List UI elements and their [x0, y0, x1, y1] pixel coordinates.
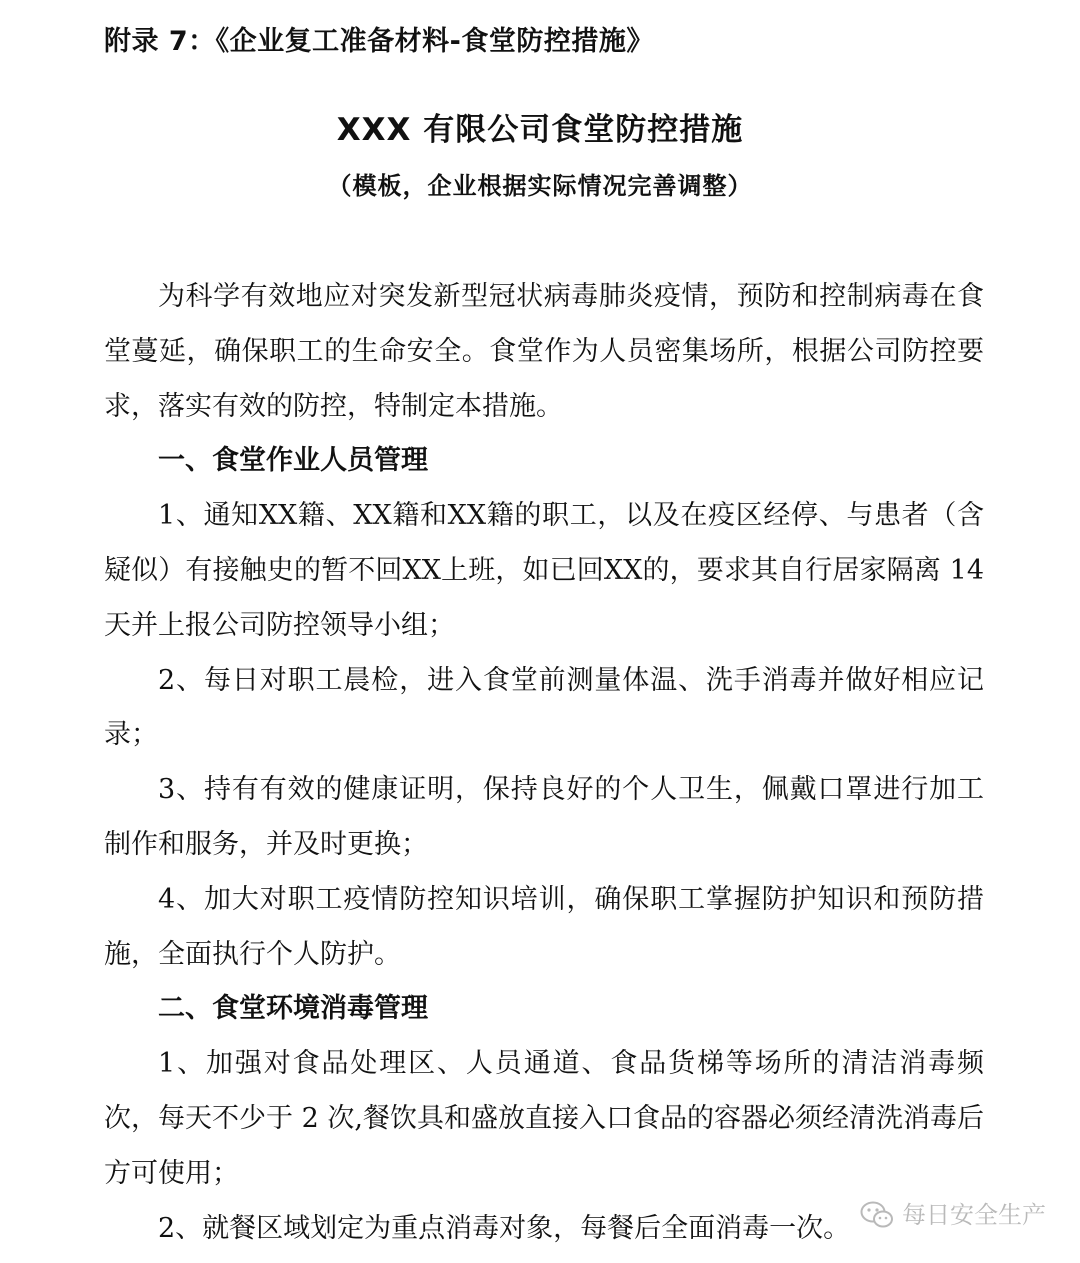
- list-item: 2、就餐区域划定为重点消毒对象，每餐后全面消毒一次。: [158, 1212, 851, 1244]
- intro-paragraph: 为科学有效地应对突发新型冠状病毒肺炎疫情，预防和控制病毒在食堂蔓延，确保职工的生命安全。食堂作为人员密集场所，根据公司防控要求，落实有效的防控，特制定本措施。: [104, 281, 984, 422]
- watermark: [860, 1197, 1046, 1233]
- section-heading-disinfection: 二、食堂环境消毒管理: [158, 993, 428, 1025]
- list-item: 1、加强对食品处理区、人员通道、食品货梯等场所的清洁消毒频次，每天不少于 2 次,餐饮具和盛放直接入口食品的容器必须经清洗消毒后方可使用；: [104, 1048, 984, 1189]
- list-item: 3、持有有效的健康证明，保持良好的个人卫生，佩戴口罩进行加工制作和服务，并及时更换；: [104, 774, 984, 860]
- wechat-icon: [860, 1200, 894, 1230]
- document-title: XXX 有限公司食堂防控措施: [336, 112, 744, 148]
- document-subtitle: （模板，企业根据实际情况完善调整）: [327, 172, 753, 200]
- document-body: [104, 270, 984, 1256]
- list-item: 2、每日对职工晨检，进入食堂前测量体温、洗手消毒并做好相应记录；: [104, 664, 984, 751]
- watermark-text: 每日安全生产: [902, 1201, 1046, 1229]
- list-item: 4、加大对职工疫情防控知识培训，确保职工掌握防护知识和预防措施，全面执行个人防护。: [104, 883, 984, 970]
- section-heading-staff: 一、食堂作业人员管理: [158, 445, 428, 477]
- appendix-heading: 附录 7：《企业复工准备材料-食堂防控措施》: [104, 26, 654, 57]
- list-item: 1、通知XX籍、XX籍和XX籍的职工，以及在疫区经停、与患者（含疑似）有接触史的暂不回XX上班，如已回XX的，要求其自行居家隔离 14 天并上报公司防控领导小组；: [104, 500, 984, 641]
